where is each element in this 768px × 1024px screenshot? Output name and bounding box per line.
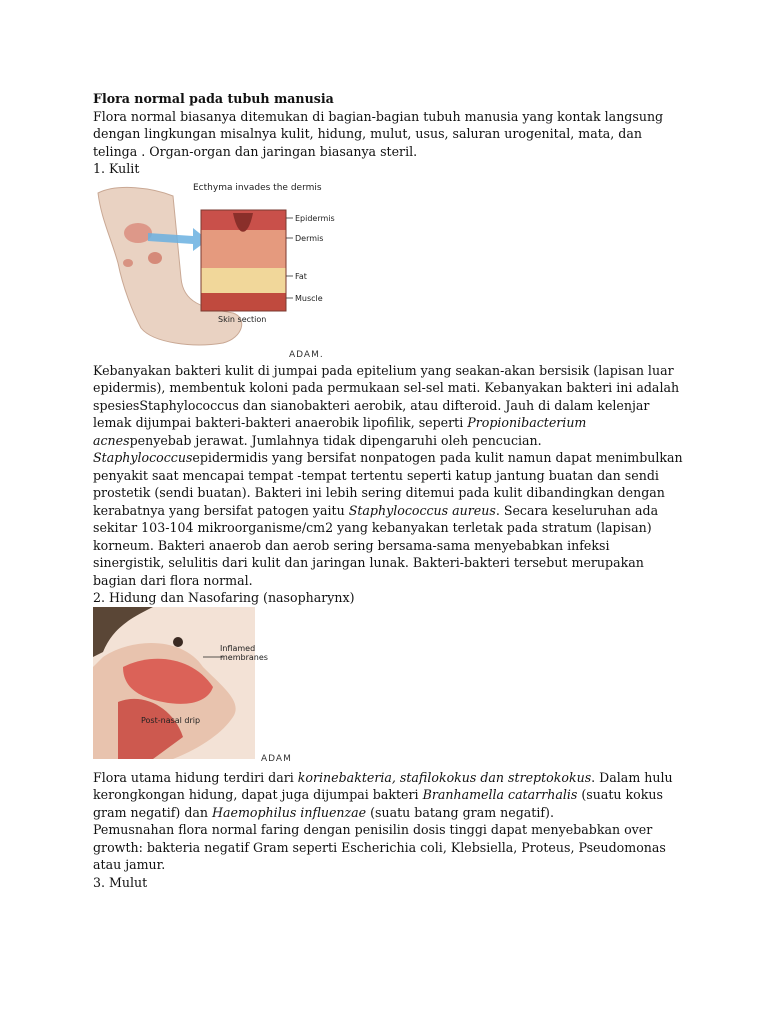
skin-illustration (93, 178, 343, 362)
label-inflamed: Inflamed (220, 643, 256, 653)
intro-paragraph: Flora normal biasanya ditemukan di bagian-bagian tubuh manusia yang kontak langsung dengan lingkungan misalnya kulit, hidung, mulut, usus, saluran urogenital, mata, dan telinga . Organ-organ dan jaringan biasanya steril. (93, 108, 664, 159)
label-muscle: Muscle (295, 293, 323, 303)
italic-propionibacterium: Propionibacterium acnes (93, 415, 587, 448)
italic-korinebakteria: korinebakteria, stafilokokus dan streptokokus (297, 769, 592, 785)
italic-branhamella: Branhamella catarrhalis (422, 787, 578, 802)
italic-staphylococcus: Staphylococcus (93, 450, 193, 465)
label-post-nasal-drip: Post-nasal drip (141, 715, 201, 725)
nasal-illustration (93, 607, 268, 759)
label-membranes: membranes (220, 652, 268, 662)
label-epidermis: Epidermis (295, 213, 335, 223)
nasal-figure (93, 607, 292, 769)
document-title: Flora normal pada tubuh manusia (93, 91, 334, 106)
document-page (93, 90, 683, 891)
figure1-caption-top: Ecthyma invades the dermis (193, 182, 322, 193)
adam-credit-1: ADAM. (289, 349, 324, 360)
kulit-paragraph: Kebanyakan bakteri kulit di jumpai pada epitelium yang seakan-akan bersisik (lapisan luar epidermis), membentuk koloni pada permukaan sel-sel mati. Kebanyakan bakteri ini adalah spesiesStaphylococcus dan sianobakteri aerobik, atau difteroid. Jauh di dalam kelenjar lemak dijumpai bakteri-bakteri anaerobik lipofilik, seperti Propionibacterium acnespenyebab jerawat. Jumlahnya tidak dipengaruhi oleh pencucian. Staphylococcusepidermidis yang bersifat nonpatogen pada kulit namun dapat menimbulkan penyakit saat mencapai tempat -tempat tertentu seperti katup jantung buatan dan sendi prostetik (sendi buatan). Bakteri ini lebih sering ditemui pada kulit dibandingkan dengan kerabatnya yang bersifat patogen yaitu Staphylococcus aureus. Secara keseluruhan ada sekitar 103-104 mikroorganisme/cm2 yang kebanyakan terletak pada stratum (lapisan) korneum. Bakteri anaerob dan aerob sering bersama-sama menyebabkan infeksi sinergistik, selulitis dari kulit dan jaringan lunak. Bakteri-bakteri tersebut merupakan bagian dari flora normal. (93, 362, 683, 588)
section-heading-mulut: 3. Mulut (93, 874, 148, 890)
faring-paragraph: Pemusnahan flora normal faring dengan penisilin dosis tinggi dapat menyebabkan over growth: bakteria negatif Gram seperti Escherichia coli, Klebsiella, Proteus, Pseudomonas atau jamur. (93, 822, 666, 872)
section-heading-hidung: 2. Hidung dan Nasofaring (nasopharynx) (93, 590, 355, 605)
hidung-paragraph: Flora utama hidung terdiri dari korinebakteria, stafilokokus dan streptokokus. Dalam hulu kerongkongan hidung, dapat juga dijumpai bakteri Branhamella catarrhalis (suatu kokus gram negatif) dan Haemophilus influenzae (suatu batang gram negatif). (93, 769, 673, 820)
italic-staphylococcus-aureus: Staphylococcus aureus (348, 502, 496, 518)
skin-section-figure (93, 178, 343, 362)
italic-haemophilus: Haemophilus influenzae (212, 804, 367, 820)
label-dermis: Dermis (295, 233, 324, 243)
figure1-caption-bottom: Skin section (218, 314, 267, 324)
adam-credit-2: ADAM (261, 753, 292, 764)
section-heading-kulit: 1. Kulit (93, 161, 140, 176)
label-fat: Fat (295, 271, 307, 281)
